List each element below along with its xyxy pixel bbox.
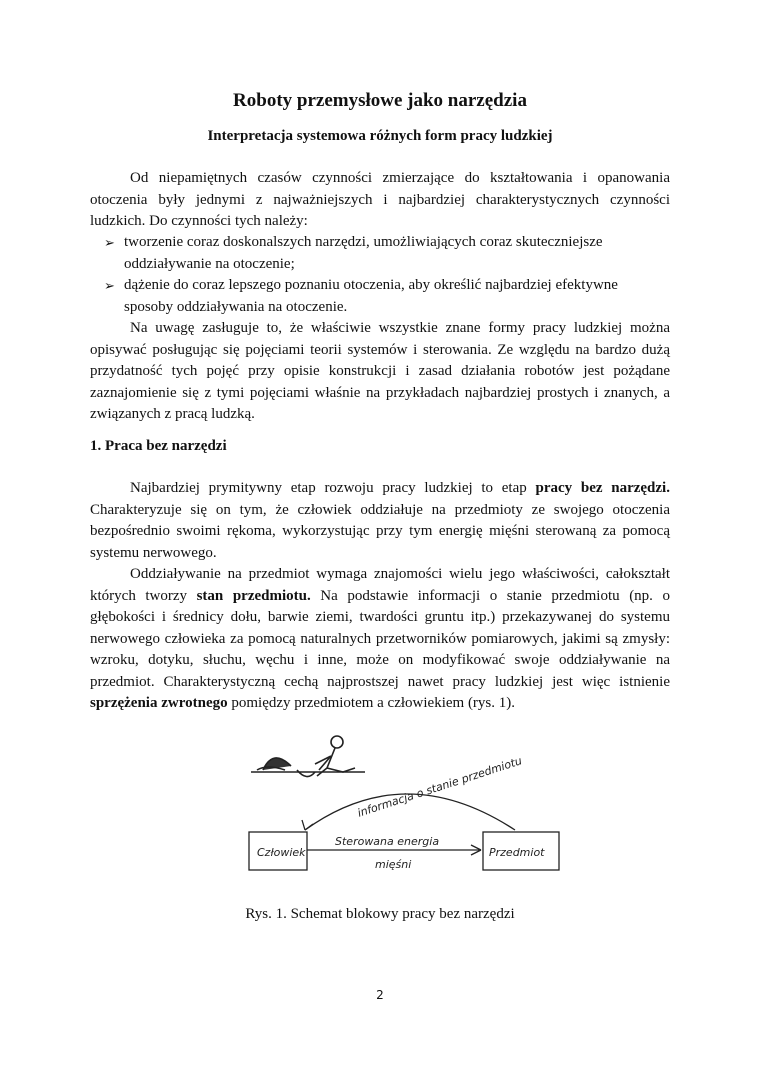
intro-paragraph: Od niepamiętnych czasów czynności zmierzające do kształtowania i opanowania otoczenia były jednymi z najważniejszych i najbardziej charakterystycznych czynności ludzkich. Do czynności tych należy: [90, 170, 670, 229]
figure-caption: Rys. 1. Schemat blokowy pracy bez narzędzi [245, 906, 515, 922]
box-human-label: Człowiek [257, 846, 306, 859]
arrow-bullet-icon: ➢ [104, 235, 115, 250]
diagram-svg [245, 730, 575, 890]
page-title: Roboty przemysłowe jako narzędzia [233, 90, 527, 111]
page-subtitle: Interpretacja systemowa różnych form pracy ludzkiej [207, 128, 553, 144]
section-heading: 1. Praca bez narzędzi [90, 438, 227, 454]
energy-label-bottom: mięśni [375, 858, 412, 871]
digging-person-icon [251, 736, 365, 777]
systems-paragraph: Na uwagę zasługuje to, że właściwie wszystkie znane formy pracy ludzkiej można opisywać posługując się pojęciami teorii systemów i sterowania. Ze względu na bardzo dużą przydatność tych pojęć przy opisie konstrukcji i zasad działania robotów jest pożądane zaznajomienie się z tymi pojęciami właśnie na przykładach najbardziej prostych i znanych, a związanych z pracą ludzką. [90, 320, 670, 422]
bullet-list [90, 232, 670, 318]
section-paragraph-1: Najbardziej prymitywny etap rozwoju pracy ludzkiej to etap pracy bez narzędzi. Charakteryzuje się on tym, że człowiek oddziałuje na przedmioty ze swojego otoczenia bezpośrednio swoimi rękoma, wykorzystując przy tym energię mięśni sterowaną za pomocą systemu nerwowego. [90, 480, 670, 561]
box-object-label: Przedmiot [489, 846, 545, 859]
section-paragraph-2: Oddziaływanie na przedmiot wymaga znajomości wielu jego właściwości, całokształt których tworzy stan przedmiotu. Na podstawie informacji o stanie przedmiotu (np. o głębokości i średnicy dołu, barwie ziemi, twardości gruntu itp.) przekazywanej do systemu nerwowego człowieka za pomocą naturalnych przetworników pomiarowych, jakimi są zmysły: wzroku, dotyku, słuchu, węchu i inne, może on modyfikować swoje oddziaływanie na przedmiot. Charakterystyczną cechą najprostszej nawet pracy ludzkiej jest więc istnienie sprzężenia zwrotnego pomiędzy przedmiotem a człowiekiem (rys. 1). [90, 566, 670, 711]
feedback-label: informacja o stanie przedmiotu [355, 754, 524, 820]
figure-block-diagram [245, 730, 575, 890]
energy-label-top: Sterowana energia [335, 835, 440, 848]
page-number: 2 [376, 988, 384, 1002]
list-item: ➢ dążenie do coraz lepszego poznaniu otoczenia, aby określić najbardziej efektywne sposoby oddziaływania na otoczenie. [104, 277, 618, 315]
list-item: ➢ tworzenie coraz doskonalszych narzędzi, umożliwiających coraz skuteczniejsze oddziaływanie na otoczenie; [104, 234, 603, 272]
arrow-bullet-icon: ➢ [104, 278, 115, 293]
